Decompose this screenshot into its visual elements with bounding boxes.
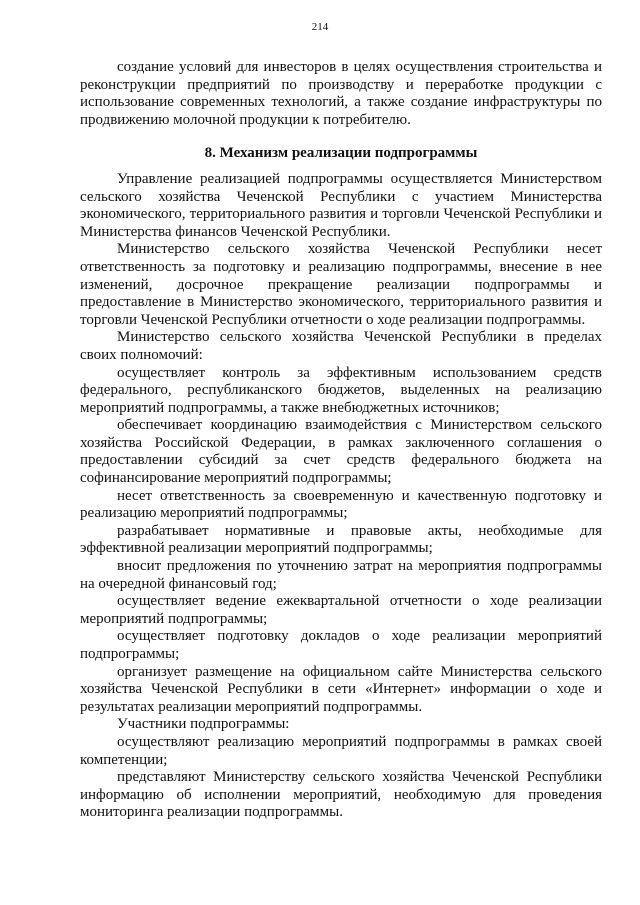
list-item: осуществляет ведение ежеквартальной отчетности о ходе реализации мероприятий подпрограммы;: [80, 593, 602, 627]
list-item: представляют Министерству сельского хозяйства Чеченской Республики информацию об исполнении мероприятий, необходимую для проведения мониторинга реализации подпрограммы.: [80, 769, 602, 821]
list-item: осуществляют реализацию мероприятий подпрограммы в рамках своей компетенции;: [80, 733, 602, 768]
paragraph: Участники подпрограммы:: [117, 716, 290, 733]
section-heading: 8. Механизм реализации подпрограммы: [204, 145, 478, 162]
paragraph: Министерство сельского хозяйства Чеченской Республики несет ответственность за подготовку и реализацию подпрограммы, внесение в нее изменений, досрочное прекращение реализации подпрограммы и предоставление в Министерство экономического, территориального развития и торговли Чеченской Республики отчетности о ходе реализации подпрограммы.: [80, 241, 602, 328]
paragraph: Министерство сельского хозяйства Чеченской Республики в пределах своих полномочий:: [80, 329, 602, 363]
list-item: осуществляет подготовку докладов о ходе реализации мероприятий подпрограммы;: [80, 628, 602, 662]
list-item: обеспечивает координацию взаимодействия с Министерством сельского хозяйства Российской Федерации, в рамках заключенного соглашения о предоставлении субсидий за счет средств федерального бюджета на софинансирование мероприятий подпрограммы;: [80, 417, 602, 487]
intro-paragraph: создание условий для инвесторов в целях осуществления строительства и реконструкции предприятий по производству и переработке продукции с использование современных технологий, а также создание инфраструктуры по продвижению молочной продукции к потребителю.: [80, 59, 602, 128]
page-number: 214: [311, 21, 329, 33]
list-item: разрабатывает нормативные и правовые акты, необходимые для эффективной реализации мероприятий подпрограммы;: [80, 522, 602, 557]
paragraph: Управление реализацией подпрограммы осуществляется Министерством сельского хозяйства Чеченской Республики с участием Министерства экономического, территориального развития и торговли Чеченской Республики и Министерства финансов Чеченской Республики.: [80, 170, 602, 240]
page-body: [80, 59, 602, 822]
list-item: вносит предложения по уточнению затрат на мероприятия подпрограммы на очередной финансовый год;: [80, 558, 602, 592]
list-item: организует размещение на официальном сайте Министерства сельского хозяйства Чеченской Республики в сети «Интернет» информации о ходе и результатах реализации мероприятий подпрограммы.: [80, 663, 602, 715]
list-item: осуществляет контроль за эффективным использованием средств федерального, республиканского бюджетов, выделенных на реализацию мероприятий подпрограммы, а также внебюджетных источников;: [80, 364, 602, 416]
list-item: несет ответственность за своевременную и качественную подготовку и реализацию мероприятий подпрограммы;: [80, 487, 602, 522]
